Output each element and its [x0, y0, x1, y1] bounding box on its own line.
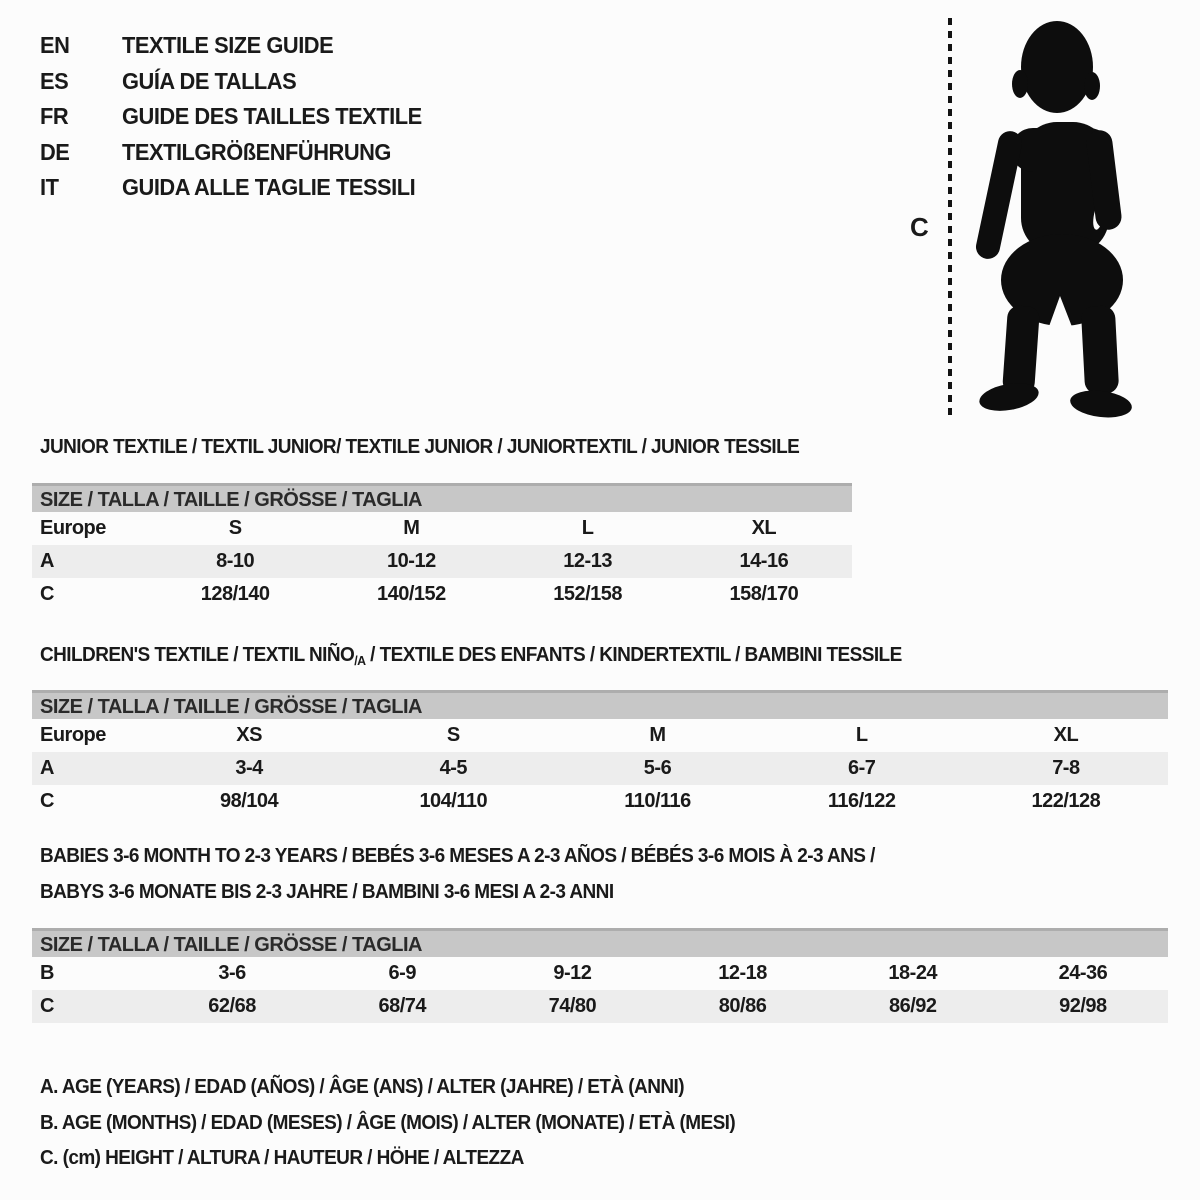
row-label: Europe	[40, 724, 106, 746]
size-cell: XS	[236, 724, 262, 746]
language-code: DE	[40, 138, 70, 165]
size-cell: XL	[751, 517, 777, 539]
size-cell: 9-12	[553, 962, 592, 984]
size-cell: 24-36	[1058, 962, 1108, 984]
guide-title-de: TEXTILGRÖßENFÜHRUNG	[122, 138, 391, 165]
row-label: C	[40, 583, 54, 605]
size-cell: 10-12	[387, 550, 436, 572]
table-row	[32, 578, 852, 611]
legend-line-a: A. AGE (YEARS) / EDAD (AÑOS) / ÂGE (ANS) / ALTER (JAHRE) / ETÀ (ANNI)	[40, 1076, 684, 1098]
row-label: C	[40, 790, 54, 812]
size-cell: 128/140	[200, 583, 270, 605]
size-cell: 12-13	[563, 550, 612, 572]
size-cell: L	[581, 517, 594, 539]
guide-title-it: GUIDA ALLE TAGLIE TESSILI	[122, 174, 416, 201]
size-cell: 62/68	[208, 995, 256, 1017]
size-cell: 104/110	[419, 790, 488, 812]
size-cell: S	[228, 517, 242, 539]
size-cell: 3-6	[218, 962, 246, 984]
height-dashed-line	[948, 18, 952, 416]
silhouette-left-leg	[1002, 305, 1040, 395]
children-size-table	[32, 690, 1168, 818]
size-cell: XL	[1053, 724, 1079, 746]
size-cell: 98/104	[220, 790, 279, 812]
size-cell: 110/116	[624, 790, 691, 812]
size-cell: 158/170	[729, 583, 799, 605]
size-cell: 116/122	[827, 790, 896, 812]
size-cell: 5-6	[643, 757, 672, 779]
row-label: C	[40, 995, 54, 1017]
junior-section-title: JUNIOR TEXTILE / TEXTIL JUNIOR/ TEXTILE JUNIOR / JUNIORTEXTIL / JUNIOR TESSILE	[40, 436, 800, 458]
size-cell: 92/98	[1059, 995, 1107, 1017]
babies-size-table	[32, 928, 1168, 1023]
size-cell: 4-5	[439, 757, 467, 779]
guide-title-fr: GUIDE DES TAILLES TEXTILE	[122, 103, 422, 130]
guide-title-en: TEXTILE SIZE GUIDE	[122, 32, 334, 59]
size-cell: 6-7	[847, 757, 876, 779]
size-cell: S	[446, 724, 460, 746]
babies-section-title-line2: BABYS 3-6 MONATE BIS 2-3 JAHRE / BAMBINI 3-6 MESI A 2-3 ANNI	[40, 881, 614, 903]
language-code: FR	[40, 103, 69, 130]
children-title-subscript: /A	[354, 653, 366, 668]
junior-size-table	[32, 483, 852, 611]
language-row-fr	[40, 99, 438, 135]
language-row-en	[40, 28, 438, 64]
legend-line-b: B. AGE (MONTHS) / EDAD (MESES) / ÂGE (MOIS) / ALTER (MONATE) / ETÀ (MESI)	[40, 1111, 736, 1134]
language-code: EN	[40, 32, 70, 59]
size-cell: 140/152	[376, 583, 446, 605]
size-cell: 74/80	[548, 995, 597, 1017]
children-title-pre: CHILDREN'S TEXTILE / TEXTIL NIÑO	[40, 644, 355, 666]
size-cell: 8-10	[216, 550, 255, 572]
size-cell: 18-24	[888, 962, 938, 984]
size-cell: 68/74	[378, 995, 427, 1017]
row-label: B	[40, 962, 54, 984]
height-measure-label: C	[910, 212, 929, 242]
size-header-bar: SIZE / TALLA / TAILLE / GRÖSSE / TAGLIA	[32, 690, 1168, 719]
guide-title-es: GUÍA DE TALLAS	[122, 67, 297, 94]
size-cell: 14-16	[739, 550, 789, 572]
size-cell: 7-8	[1052, 757, 1080, 779]
table-row	[32, 785, 1168, 818]
row-label: A	[40, 757, 54, 779]
table-row	[32, 752, 1168, 785]
measurement-legend	[40, 1070, 772, 1177]
size-cell: M	[403, 517, 420, 539]
row-label: Europe	[40, 517, 106, 539]
language-title-list	[40, 28, 438, 206]
language-row-es	[40, 64, 438, 100]
size-header-bar: SIZE / TALLA / TAILLE / GRÖSSE / TAGLIA	[32, 928, 1168, 957]
size-cell: 12-18	[718, 962, 767, 984]
row-label: A	[40, 550, 54, 572]
size-cell: 122/128	[1031, 790, 1101, 812]
children-title-post: / TEXTILE DES ENFANTS / KINDERTEXTIL / BAMBINI TESSILE	[365, 644, 902, 666]
silhouette-right-leg	[1081, 305, 1120, 395]
baby-silhouette-figure	[963, 18, 1138, 418]
size-cell: 80/86	[718, 995, 767, 1017]
silhouette-left-arm	[974, 129, 1025, 261]
table-row	[32, 990, 1168, 1023]
silhouette-right-foot	[1069, 387, 1134, 418]
language-code: IT	[40, 174, 59, 201]
legend-line-c: C. (cm) HEIGHT / ALTURA / HAUTEUR / HÖHE / ALTEZZA	[40, 1147, 524, 1169]
size-cell: 152/158	[553, 583, 623, 605]
silhouette-head	[1021, 21, 1093, 113]
size-header-bar: SIZE / TALLA / TAILLE / GRÖSSE / TAGLIA	[32, 483, 852, 512]
table-row	[32, 545, 852, 578]
silhouette-left-ear	[1012, 70, 1028, 98]
size-cell: M	[649, 724, 666, 746]
table-row	[32, 719, 1168, 752]
language-row-it	[40, 170, 438, 206]
language-code: ES	[40, 67, 69, 94]
size-cell: 3-4	[235, 757, 263, 779]
table-row	[32, 512, 852, 545]
children-section-title	[40, 644, 902, 668]
size-cell: 86/92	[888, 995, 937, 1017]
table-row	[32, 957, 1168, 990]
size-cell: L	[855, 724, 868, 746]
size-cell: 6-9	[388, 962, 416, 984]
silhouette-right-ear	[1084, 72, 1100, 100]
language-row-de	[40, 135, 438, 171]
babies-section-title-line1: BABIES 3-6 MONTH TO 2-3 YEARS / BEBÉS 3-6 MESES A 2-3 AÑOS / BÉBÉS 3-6 MOIS À 2-3 ANS /	[40, 845, 875, 867]
